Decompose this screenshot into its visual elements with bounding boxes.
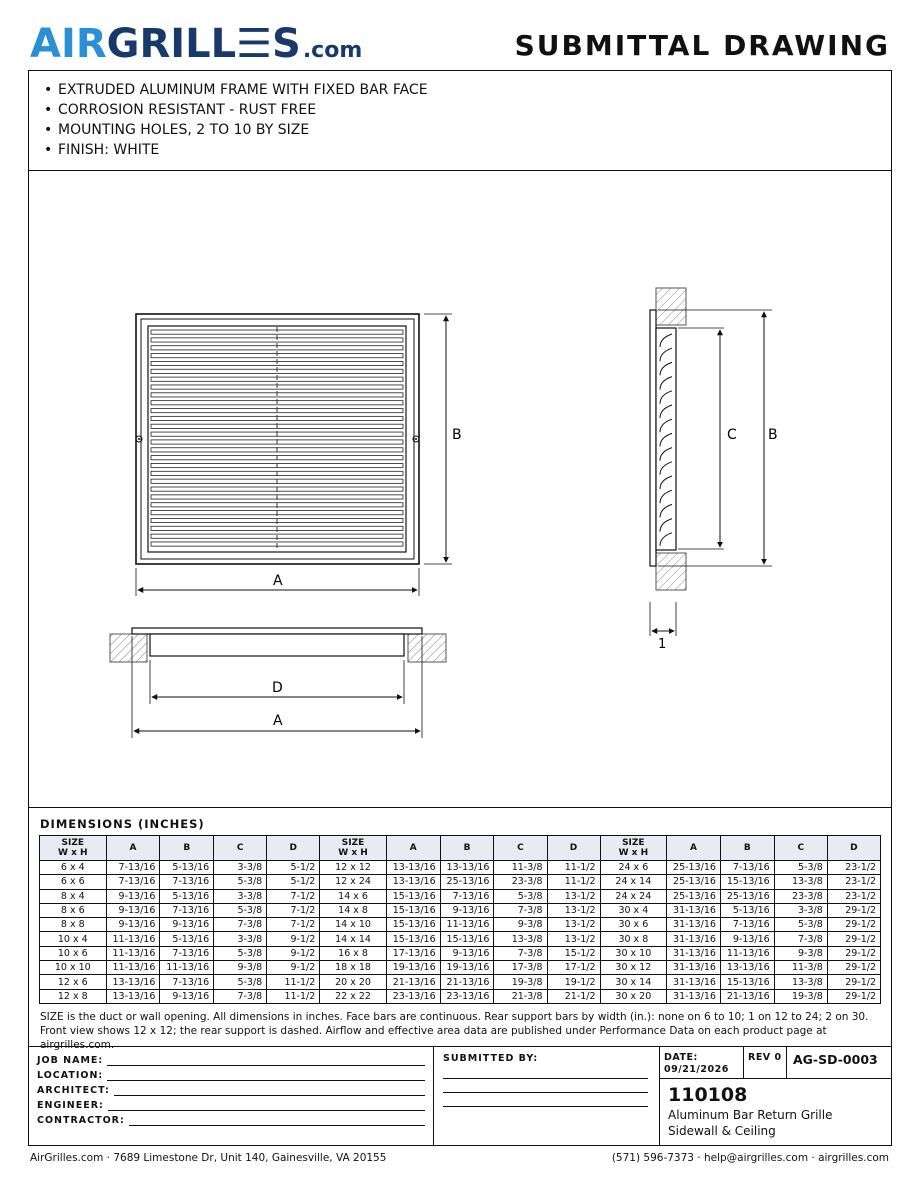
location-field[interactable] — [37, 1067, 425, 1081]
table-cell: 29-1/2 — [827, 918, 880, 932]
date-label: DATE: — [664, 1052, 698, 1063]
table-cell: 13-3/8 — [774, 975, 827, 989]
table-cell: 5-13/16 — [160, 861, 214, 875]
table-cell: 3-3/8 — [214, 861, 267, 875]
dim-label-c: C — [727, 427, 737, 443]
table-cell: 15-13/16 — [386, 932, 440, 946]
table-cell: 9-13/16 — [440, 946, 494, 960]
table-cell: 23-3/8 — [494, 875, 547, 889]
table-cell: 15-13/16 — [720, 975, 774, 989]
table-cell: 9-3/8 — [214, 961, 267, 975]
engineer-field[interactable] — [37, 1097, 425, 1111]
table-cell: 25-13/16 — [720, 889, 774, 903]
table-cell: 29-1/2 — [827, 975, 880, 989]
table-cell: 30 x 6 — [600, 918, 667, 932]
dimensions-title: DIMENSIONS (INCHES) — [40, 817, 205, 831]
location-label: LOCATION: — [37, 1070, 104, 1081]
table-cell: 13-13/16 — [106, 989, 160, 1003]
table-cell: 9-3/8 — [494, 918, 547, 932]
table-cell: 31-13/16 — [667, 975, 721, 989]
table-cell: 14 x 14 — [320, 932, 387, 946]
table-cell: 25-13/16 — [667, 875, 721, 889]
table-cell: 7-1/2 — [267, 903, 320, 917]
table-cell: 23-13/16 — [386, 989, 440, 1003]
table-cell: 9-13/16 — [160, 918, 214, 932]
table-cell: 7-13/16 — [160, 975, 214, 989]
dimensions-note: SIZE is the duct or wall opening. All dimensions in inches. Face bars are continuous. Rear support bars by width (in.): none on 6 to 10; 1 on 12 to 24; 2 on 30. Front view shows 12 x 12; the rear support is dashed. Airflow and effective area data are published under Performance Data on each product page at airgrilles.com. — [40, 1011, 869, 1051]
logo-air: AIR — [30, 21, 107, 67]
table-cell: 19-13/16 — [440, 961, 494, 975]
table-cell: 14 x 8 — [320, 903, 387, 917]
table-cell: 17-3/8 — [494, 961, 547, 975]
table-cell: 24 x 24 — [600, 889, 667, 903]
table-cell: 7-13/16 — [720, 861, 774, 875]
date-value: 09/21/2026 — [664, 1064, 729, 1075]
table-cell: 5-1/2 — [267, 875, 320, 889]
table-cell: 13-13/16 — [720, 961, 774, 975]
engineer-label: ENGINEER: — [37, 1100, 104, 1111]
logo-grilles: GRILL☰S — [106, 21, 301, 67]
table-cell: 14 x 6 — [320, 889, 387, 903]
table-cell: 31-13/16 — [667, 946, 721, 960]
job-name-label: JOB NAME: — [37, 1055, 104, 1066]
table-cell: 12 x 6 — [40, 975, 107, 989]
dim-label-a-plan: A — [273, 713, 283, 729]
side-view — [650, 288, 778, 652]
table-cell: 3-3/8 — [214, 932, 267, 946]
table-cell: 11-13/16 — [106, 932, 160, 946]
table-cell: 15-1/2 — [547, 946, 600, 960]
table-cell: 9-1/2 — [267, 961, 320, 975]
logo-com: .com — [302, 38, 363, 63]
table-cell: 31-13/16 — [667, 903, 721, 917]
table-cell: 11-1/2 — [267, 989, 320, 1003]
table-cell: 7-13/16 — [440, 889, 494, 903]
table-cell: 25-13/16 — [667, 889, 721, 903]
table-cell: 9-1/2 — [267, 946, 320, 960]
column-header: C — [774, 836, 827, 861]
divider — [433, 1046, 434, 1146]
table-cell: 7-13/16 — [720, 918, 774, 932]
plan-view — [110, 628, 446, 738]
table-cell: 6 x 6 — [40, 875, 107, 889]
feature-item: • EXTRUDED ALUMINUM FRAME WITH FIXED BAR FACE — [44, 80, 428, 100]
table-cell: 15-13/16 — [386, 889, 440, 903]
column-header: C — [214, 836, 267, 861]
table-cell: 21-3/8 — [494, 989, 547, 1003]
table-cell: 29-1/2 — [827, 903, 880, 917]
column-header: D — [267, 836, 320, 861]
table-cell: 6 x 4 — [40, 861, 107, 875]
column-header: SIZE W x H — [320, 836, 387, 861]
table-cell: 22 x 22 — [320, 989, 387, 1003]
table-cell: 11-13/16 — [106, 946, 160, 960]
table-cell: 23-1/2 — [827, 889, 880, 903]
table-cell: 7-13/16 — [106, 875, 160, 889]
table-cell: 11-13/16 — [160, 961, 214, 975]
table-cell: 5-3/8 — [214, 946, 267, 960]
table-cell: 12 x 24 — [320, 875, 387, 889]
table-cell: 30 x 4 — [600, 903, 667, 917]
page-title: SUBMITTAL DRAWING — [514, 29, 890, 62]
table-cell: 30 x 12 — [600, 961, 667, 975]
table-cell: 8 x 8 — [40, 918, 107, 932]
divider — [659, 1046, 660, 1146]
table-cell: 30 x 8 — [600, 932, 667, 946]
feature-item: • CORROSION RESISTANT - RUST FREE — [44, 100, 428, 120]
table-cell: 9-13/16 — [720, 932, 774, 946]
table-cell: 12 x 12 — [320, 861, 387, 875]
table-cell: 11-13/16 — [106, 961, 160, 975]
table-cell: 3-3/8 — [214, 889, 267, 903]
table-cell: 20 x 20 — [320, 975, 387, 989]
table-cell: 17-13/16 — [386, 946, 440, 960]
table-cell: 7-13/16 — [160, 875, 214, 889]
table-cell: 13-3/8 — [774, 875, 827, 889]
table-cell: 19-3/8 — [494, 975, 547, 989]
table-cell: 7-3/8 — [214, 918, 267, 932]
table-cell: 19-13/16 — [386, 961, 440, 975]
table-row — [40, 903, 881, 917]
table-cell: 9-13/16 — [160, 989, 214, 1003]
architect-label: ARCHITECT: — [37, 1085, 110, 1096]
column-header: SIZE W x H — [600, 836, 667, 861]
description-line: Aluminum Bar Return Grille — [668, 1108, 833, 1122]
table-cell: 31-13/16 — [667, 932, 721, 946]
table-cell: 24 x 14 — [600, 875, 667, 889]
table-cell: 11-1/2 — [547, 875, 600, 889]
table-cell: 13-1/2 — [547, 918, 600, 932]
table-row — [40, 946, 881, 960]
table-cell: 25-13/16 — [440, 875, 494, 889]
table-cell: 5-3/8 — [774, 861, 827, 875]
table-cell: 13-1/2 — [547, 903, 600, 917]
table-cell: 10 x 4 — [40, 932, 107, 946]
front-view — [136, 314, 462, 596]
signature-line[interactable] — [443, 1106, 648, 1107]
column-header: D — [547, 836, 600, 861]
table-cell: 7-13/16 — [160, 903, 214, 917]
table-cell: 13-3/8 — [494, 932, 547, 946]
dim-label-depth: 1 — [658, 637, 667, 652]
table-cell: 7-1/2 — [267, 918, 320, 932]
table-cell: 3-3/8 — [774, 903, 827, 917]
table-cell: 7-1/2 — [267, 889, 320, 903]
table-cell: 11-13/16 — [440, 918, 494, 932]
table-cell: 19-1/2 — [547, 975, 600, 989]
dim-label-b: B — [452, 427, 462, 443]
table-cell: 29-1/2 — [827, 932, 880, 946]
table-cell: 9-13/16 — [106, 903, 160, 917]
divider — [743, 1046, 744, 1078]
table-cell: 23-1/2 — [827, 875, 880, 889]
table-cell: 5-3/8 — [214, 903, 267, 917]
table-cell: 5-1/2 — [267, 861, 320, 875]
table-cell: 13-1/2 — [547, 932, 600, 946]
table-cell: 19-3/8 — [774, 989, 827, 1003]
table-cell: 23-3/8 — [774, 889, 827, 903]
table-cell: 15-13/16 — [386, 918, 440, 932]
table-cell: 11-3/8 — [494, 861, 547, 875]
divider — [659, 1078, 892, 1079]
table-cell: 5-3/8 — [214, 975, 267, 989]
contractor-label: CONTRACTOR: — [37, 1115, 125, 1126]
document-number: AG-SD-0003 — [793, 1052, 878, 1067]
table-cell: 25-13/16 — [667, 861, 721, 875]
table-cell: 9-13/16 — [106, 918, 160, 932]
table-cell: 21-13/16 — [720, 989, 774, 1003]
feature-item: • FINISH: WHITE — [44, 140, 428, 160]
divider — [28, 807, 892, 808]
table-cell: 13-13/16 — [386, 875, 440, 889]
table-cell: 30 x 14 — [600, 975, 667, 989]
description-line: Sidewall & Ceiling — [668, 1124, 776, 1138]
table-cell: 8 x 4 — [40, 889, 107, 903]
divider — [786, 1046, 787, 1078]
column-header: B — [720, 836, 774, 861]
table-cell: 29-1/2 — [827, 946, 880, 960]
table-cell: 13-13/16 — [440, 861, 494, 875]
table-cell: 14 x 10 — [320, 918, 387, 932]
column-header: D — [827, 836, 880, 861]
table-cell: 10 x 6 — [40, 946, 107, 960]
table-cell: 31-13/16 — [667, 918, 721, 932]
table-cell: 11-3/8 — [774, 961, 827, 975]
table-cell: 29-1/2 — [827, 989, 880, 1003]
table-cell: 13-13/16 — [386, 861, 440, 875]
table-row — [40, 989, 881, 1003]
footer-contact: (571) 596-7373 · help@airgrilles.com · airgrilles.com — [611, 1152, 889, 1164]
signature-line[interactable] — [443, 1092, 648, 1093]
table-cell: 29-1/2 — [827, 961, 880, 975]
table-row — [40, 932, 881, 946]
table-cell: 18 x 18 — [320, 961, 387, 975]
table-cell: 5-3/8 — [494, 889, 547, 903]
table-cell: 7-13/16 — [106, 861, 160, 875]
table-cell: 11-13/16 — [720, 946, 774, 960]
submitted-by-label: SUBMITTED BY: — [443, 1053, 539, 1064]
table-cell: 9-3/8 — [774, 946, 827, 960]
table-cell: 8 x 6 — [40, 903, 107, 917]
dimensions-table — [39, 835, 881, 1004]
column-header: A — [106, 836, 160, 861]
feature-item: • MOUNTING HOLES, 2 TO 10 BY SIZE — [44, 120, 428, 140]
table-cell: 13-13/16 — [106, 975, 160, 989]
table-row — [40, 918, 881, 932]
table-cell: 5-13/16 — [720, 903, 774, 917]
table-cell: 10 x 10 — [40, 961, 107, 975]
column-header: A — [667, 836, 721, 861]
table-row — [40, 975, 881, 989]
table-row — [40, 875, 881, 889]
table-cell: 11-1/2 — [547, 861, 600, 875]
table-cell: 9-13/16 — [106, 889, 160, 903]
table-cell: 5-13/16 — [160, 932, 214, 946]
table-cell: 30 x 20 — [600, 989, 667, 1003]
table-cell: 24 x 6 — [600, 861, 667, 875]
table-cell: 30 x 10 — [600, 946, 667, 960]
table-cell: 11-1/2 — [267, 975, 320, 989]
architect-field[interactable] — [37, 1082, 425, 1096]
dim-label-b-side: B — [768, 427, 778, 443]
table-cell: 21-13/16 — [386, 975, 440, 989]
table-cell: 9-13/16 — [440, 903, 494, 917]
table-cell: 7-3/8 — [214, 989, 267, 1003]
drawing-number: 110108 — [668, 1084, 748, 1106]
table-row — [40, 961, 881, 975]
table-cell: 9-1/2 — [267, 932, 320, 946]
table-cell: 15-13/16 — [386, 903, 440, 917]
table-row — [40, 889, 881, 903]
table-cell: 16 x 8 — [320, 946, 387, 960]
table-cell: 5-13/16 — [160, 889, 214, 903]
table-cell: 23-13/16 — [440, 989, 494, 1003]
table-cell: 5-3/8 — [214, 875, 267, 889]
table-cell: 21-1/2 — [547, 989, 600, 1003]
table-cell: 31-13/16 — [667, 989, 721, 1003]
footer-address: AirGrilles.com · 7689 Limestone Dr, Unit 140, Gainesville, VA 20155 — [30, 1152, 387, 1164]
table-cell: 15-13/16 — [720, 875, 774, 889]
table-cell: 5-3/8 — [774, 918, 827, 932]
column-header: A — [386, 836, 440, 861]
column-header: SIZE W x H — [40, 836, 107, 861]
table-cell: 12 x 8 — [40, 989, 107, 1003]
table-cell: 7-3/8 — [494, 946, 547, 960]
contractor-field[interactable] — [37, 1112, 425, 1126]
signature-line[interactable] — [443, 1078, 648, 1079]
table-cell: 7-3/8 — [774, 932, 827, 946]
job-name-field[interactable] — [37, 1052, 425, 1066]
revision: REV 0 — [748, 1052, 782, 1063]
column-header: C — [494, 836, 547, 861]
table-cell: 23-1/2 — [827, 861, 880, 875]
table-cell: 13-1/2 — [547, 889, 600, 903]
table-cell: 21-13/16 — [440, 975, 494, 989]
column-header: B — [160, 836, 214, 861]
product-description — [668, 1107, 832, 1139]
table-row — [40, 861, 881, 875]
table-cell: 7-3/8 — [494, 903, 547, 917]
table-cell: 17-1/2 — [547, 961, 600, 975]
column-header: B — [440, 836, 494, 861]
table-cell: 15-13/16 — [440, 932, 494, 946]
table-cell: 31-13/16 — [667, 961, 721, 975]
dim-label-d: D — [272, 680, 283, 696]
dim-label-a: A — [273, 573, 283, 589]
table-cell: 7-13/16 — [160, 946, 214, 960]
